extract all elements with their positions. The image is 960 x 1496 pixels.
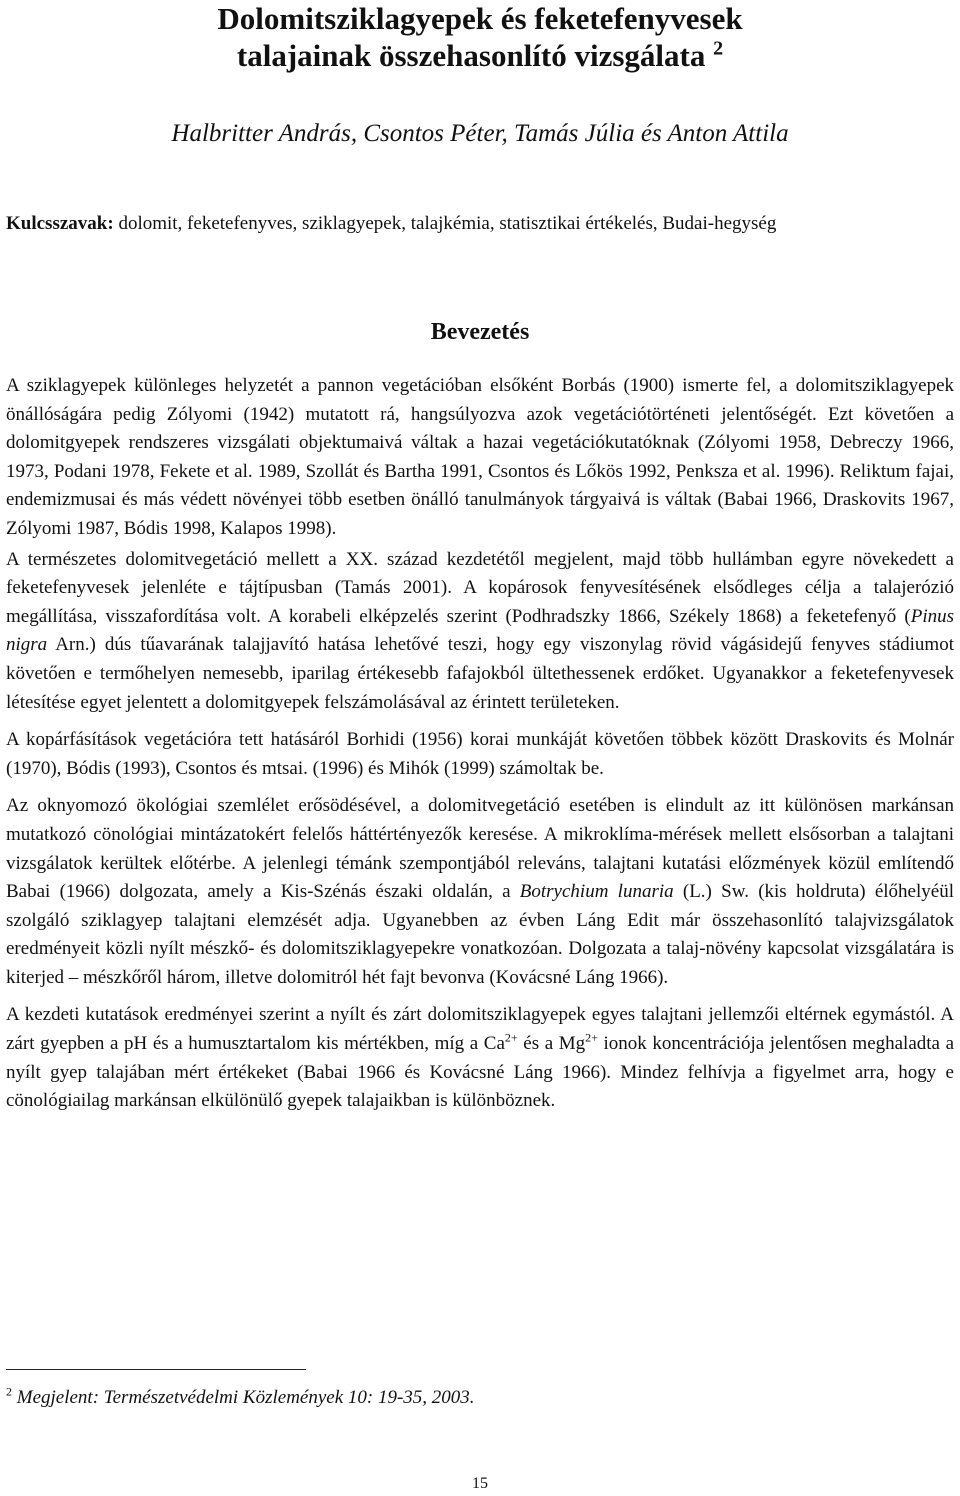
footnote: [6, 1384, 954, 1412]
paragraph-4-part-a: Az oknyomozó ökológiai szemlélet erősödésével, a dolomitvegetáció esetében is elindult az itt különösen markánsan mutatkozó cönológiai mintázatokért felelős háttértényezők keresése. A mikroklíma-mérések mellett elsősorban a talajtani vizsgálatok kerültek előtérbe. A jelenlegi témánk szempontjából releváns, talajtani kutatási előzmények közül említendő Babai (1966) dolgozata, amely a Kis-Szénás északi oldalán, a: [6, 795, 954, 903]
paragraph-4-part-b: (L.) Sw. (kis holdruta) élőhelyéül szolgáló sziklagyep talajtani elemzését adja. Ugyanebben az évben Láng Edit már összehasonlító talajvizsgálatok eredményeit közli nyílt mészkő- és dolomitsziklagyepekre vonatkozóan. Dolgozata a talaj-növény kapcsolat vizsgálatára is kiterjed – mészkőről három, illetve dolomitról hét fajt bevonva (Kovácsné Láng 1966).: [6, 881, 954, 988]
article-body: [6, 372, 954, 1125]
paragraph-2-part-a: A természetes dolomitvegetáció mellett a XX. század kezdetétől megjelent, majd több hullámban egyre növekedett a feketefenyvesek jelenléte e tájtípusban (Tamás 2001). A kopárosok fenyvesítésének elsődleges célja a talajerózió megállítása, visszafordítása volt. A korabeli elképzelés szerint (Podhradszky 1866, Székely 1868) a feketefenyő (: [6, 548, 954, 627]
footnote-marker: 2: [6, 1384, 12, 1399]
paragraph-5: [6, 1001, 954, 1115]
title-line-1: Dolomitsziklagyepek és feketefenyvesek: [217, 1, 743, 36]
paragraph-5-part-b: és a Mg: [517, 1033, 586, 1055]
paragraph-1: A sziklagyepek különleges helyzetét a pannon vegetációban elsőként Borbás (1900) ismerte fel, a dolomitsziklagyepek önállóságára pedig Zólyomi (1942) mutatott rá, hangsúlyozva azok vegetációtörténeti jelentőségét. Ezt követően a dolomitgyepek rendszeres vizsgálati objektumaivá váltak a hazai vegetációkutatóknak (Zólyomi 1958, Debreczy 1966, 1973, Podani 1978, Fekete et al. 1989, Szollát és Bartha 1991, Csontos és Lőkös 1992, Penksza et al. 1996). Reliktum fajai, endemizmusai és más védett növényei több esetben önálló tanulmányok tárgyaivá is váltak (Babai 1966, Draskovits 1967, Zólyomi 1987, Bódis 1998, Kalapos 1998).: [6, 375, 954, 539]
paragraph-3: A kopárfásítások vegetációra tett hatásáról Borhidi (1956) korai munkáját követően többek között Draskovits és Molnár (1970), Bódis (1993), Csontos és mtsai. (1996) és Mihók (1999) számoltak be.: [6, 729, 954, 779]
authors: Halbritter András, Csontos Péter, Tamás Júlia és Anton Attila: [171, 120, 789, 147]
title-line-2: [0, 37, 960, 74]
footnote-divider: [6, 1369, 306, 1370]
title-line-2-text: talajainak összehasonlító vizsgálata: [236, 38, 706, 73]
ion-charge: 2+: [504, 1030, 518, 1045]
paragraph-5-part-a: A kezdeti kutatások eredményei szerint a nyílt és zárt dolomitsziklagyepek egyes talajtani jellemzői eltérnek egymástól. A zárt gyepben a pH és a humusztartalom kis mértékben, míg a Ca: [6, 1004, 954, 1055]
keywords: [6, 208, 954, 239]
title-footnote-marker: 2: [713, 37, 724, 60]
section-title: Bevezetés: [430, 319, 530, 345]
article-title: [0, 0, 960, 74]
paragraph-4: [6, 792, 954, 992]
species-name: Botrychium lunaria: [519, 881, 674, 903]
paragraph-2-part-b: Arn.) dús tűavarának talajjavító hatása lehetővé teszi, hogy egy viszonylag rövid vágásidejű fenyves stádiumot követően e termőhelyen nemesebb, iparilag értékesebb fafajokból ültethessenek erdőket. Ugyanakkor a feketefenyvesek létesítése egyet jelentett a dolomitgyepek felszámolásával az érintett területeken.: [6, 634, 954, 713]
ion-charge: 2+: [585, 1030, 598, 1045]
footnote-text: Megjelent: Természetvédelmi Közlemények 10: 19-35, 2003.: [12, 1387, 475, 1408]
species-name: Pinus nigra: [6, 605, 954, 656]
paragraph-5-part-c: ionok koncentrációja jelentősen meghaladta a nyílt gyep talajában mért értékeket (Babai 1966 és Kovácsné Láng 1966). Mindez felhívja a figyelmet arra, hogy e cönológiailag markánsan elkülönülő gyepek talajaikban is különböznek.: [6, 1033, 955, 1112]
keywords-label: Kulcsszavak:: [6, 213, 114, 234]
page-number: 15: [472, 1475, 488, 1492]
keywords-text: dolomit, feketefenyves, sziklagyepek, talajkémia, statisztikai értékelés, Budai-hegység: [113, 213, 777, 234]
paragraph-2: [6, 546, 954, 718]
